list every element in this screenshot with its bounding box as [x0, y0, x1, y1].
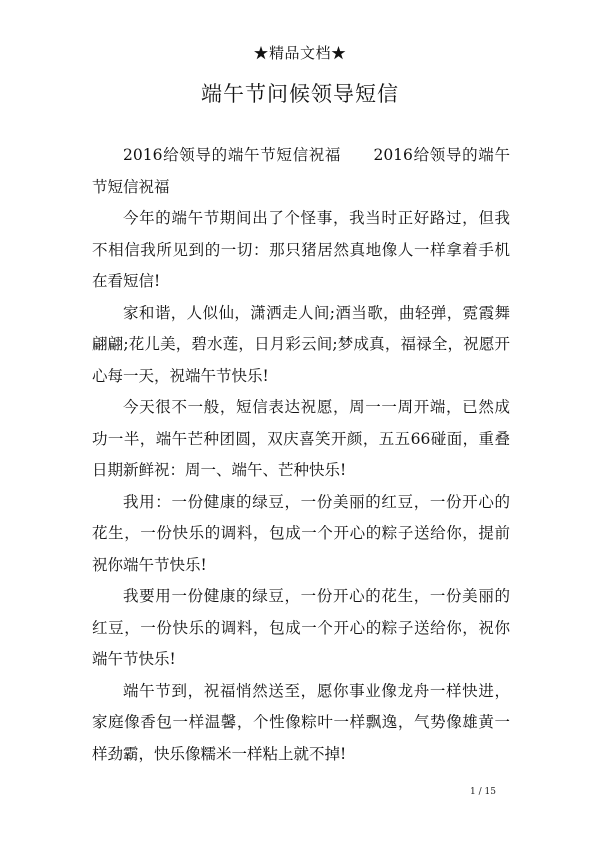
page-number: 1 / 15 [470, 787, 496, 797]
document-body [92, 140, 510, 770]
paragraph: 2016给领导的端午节短信祝福 2016给领导的端午节短信祝福 [92, 146, 510, 196]
paragraph: 我用：一份健康的绿豆，一份美丽的红豆，一份开心的花生，一份快乐的调料，包成一个开心的粽子送给你，提前祝你端午节快乐! [92, 492, 510, 574]
paragraph: 我要用一份健康的绿豆，一份开心的花生，一份美丽的红豆，一份快乐的调料，包成一个开心的粽子送给你，祝你端午节快乐! [92, 587, 510, 668]
paragraph: 今天很不一般，短信表达祝愿，周一一周开端，已然成功一半，端午芒种团圆，双庆喜笑开颜，五五66碰面，重叠日期新鲜祝：周一、端午、芒种快乐! [92, 398, 510, 479]
paragraph: 端午节到，祝福悄然送至，愿你事业像龙舟一样快进，家庭像香包一样温馨，个性像粽叶一样飘逸，气势像雄黄一样劲霸，快乐像糯米一样粘上就不掉! [92, 681, 510, 763]
paragraph: 家和谐，人似仙，潇洒走人间;酒当歌，曲轻弹，霓霞舞翩翩;花儿美，碧水莲，日月彩云间;梦成真，福禄全，祝愿开心每一天，祝端午节快乐! [92, 303, 510, 385]
page-title: 端午节问候领导短信 [201, 82, 399, 106]
document-header: ★精品文档★ [253, 44, 347, 62]
paragraph: 今年的端午节期间出了个怪事，我当时正好路过，但我不相信我所见到的一切：那只猪居然真地像人一样拿着手机在看短信! [92, 209, 510, 290]
